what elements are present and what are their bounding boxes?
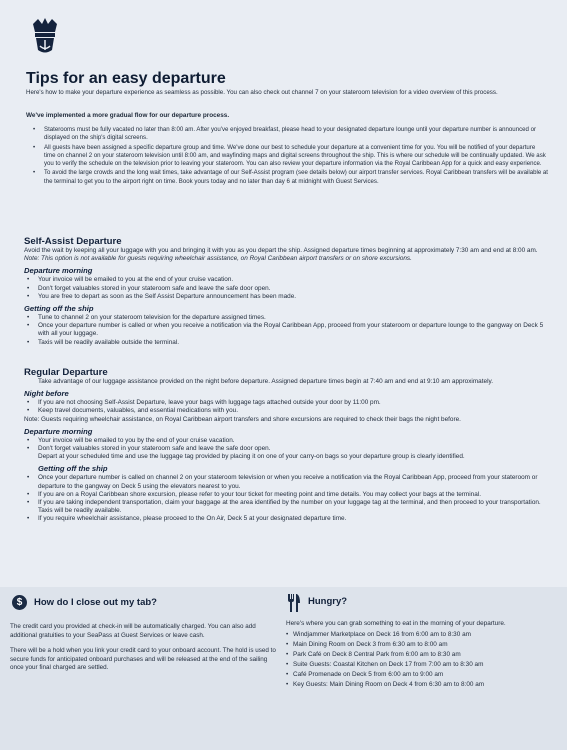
self-assist-morning-list: [24, 276, 554, 301]
hungry-title: Hungry?: [308, 596, 348, 607]
crown-anchor-logo: [30, 16, 60, 56]
list-item: • You are free to depart as soon as the Self Assist Departure announcement has been made.: [24, 293, 554, 301]
regular-off-heading: Getting off the ship: [38, 464, 108, 474]
list-item: • If you are taking independent transportation, claim your baggage at the area identified by the number on your luggage tag at the terminal, and then proceed to your transportation. Taxis will be readily available.: [24, 499, 554, 515]
intro-text: Here's how to make your departure experience as seamless as possible. You can also check out channel 7 on your stateroom television for a video overview of this process.: [26, 89, 498, 96]
regular-heading: Regular Departure: [24, 367, 108, 378]
list-item: • Your invoice will be emailed to you by the end of your cruise vacation.: [24, 437, 554, 445]
self-assist-heading: Self-Assist Departure: [24, 236, 122, 247]
list-item: • Don't forget valuables stored in your stateroom safe and leave the safe door open.: [24, 445, 554, 453]
regular-morning-list: [24, 437, 554, 453]
night-before-heading: Night before: [24, 389, 69, 399]
list-item: • Keep travel documents, valuables, and essential medications with you.: [24, 407, 554, 415]
list-item: • If you are on a Royal Caribbean shore excursion, please refer to your tour ticket for meeting point and time details. You may collect your bags at the terminal.: [24, 491, 554, 499]
list-item: • Don't forget valuables stored in your stateroom safe and leave the safe door open.: [24, 285, 554, 293]
hungry-intro: Here's where you can grab something to eat in the morning of your departure.: [286, 620, 506, 627]
regular-text: Take advantage of our luggage assistance provided on the night before departure. Assigned departure times begin at 7:40 am and end at 9:10 am approximately.: [38, 378, 493, 385]
list-item: • Once your departure number is called on channel 2 on your stateroom television or when you receive a notification via the Royal Caribbean App, proceed from your stateroom or departure to the gangway on Deck 5 using the elevators nearest to you.: [24, 474, 554, 490]
meal-item: • Windjammer Marketplace on Deck 16 from 6:00 am to 8:30 am: [286, 630, 558, 640]
tab-paragraph: The credit card you provided at check-in will be automatically charged. You can also add additional gratuities to your SeaPass at Guest Services or leave cash.: [10, 623, 256, 639]
list-item: • If you are not choosing Self-Assist Departure, leave your bags with luggage tags attached outside your door by 11:00 pm.: [24, 399, 554, 407]
fork-knife-icon: [287, 593, 301, 613]
meal-item: • Key Guests: Main Dining Room on Deck 4 from 6:30 am to 8:00 am: [286, 680, 558, 690]
tip-item: • Staterooms must be fully vacated no later than 8:00 am. After you've enjoyed breakfast, please head to your designated departure lounge until your departure number is announced or displayed on the ship's digital screens.: [30, 126, 548, 143]
meal-item: • Main Dining Room on Deck 3 from 6:30 am to 8:00 am: [286, 640, 558, 650]
page-title: Tips for an easy departure: [26, 70, 226, 87]
regular-section: [24, 367, 554, 524]
meal-item: • Park Café on Deck 8 Central Park from 6:00 am to 8:30 am: [286, 650, 558, 660]
meal-item: • Café Promenade on Deck 5 from 6:00 am to 9:00 am: [286, 670, 558, 680]
list-item: • If you require wheelchair assistance, please proceed to the On Air, Deck 5 at your designated departure time.: [24, 515, 554, 523]
meal-item: • Suite Guests: Coastal Kitchen on Deck 17 from 7:00 am to 8:30 am: [286, 660, 558, 670]
list-item: • Your invoice will be emailed to you at the end of your cruise vacation.: [24, 276, 554, 284]
self-assist-morning-heading: Departure morning: [24, 266, 93, 276]
list-item: • Tune to channel 2 on your stateroom television for the departure assigned times.: [24, 314, 554, 322]
hungry-content: [286, 619, 558, 690]
list-item: • Once your departure number is called or when you receive a notification via the Royal Caribbean App, proceed from your stateroom or departure lounge to the gangway on Deck 5 with all your luggage.: [24, 322, 554, 338]
regular-morning-heading: Departure morning: [24, 426, 93, 436]
self-assist-text: Avoid the wait by keeping all your luggage with you and bringing it with you as you depart the ship. Assigned departure times beginning at approximately 7:30 am and end at 8:00 am.: [24, 247, 538, 254]
tip-item: • All guests have been assigned a specific departure group and time. We've done our best to schedule your departure at a convenient time for you. You will be notified of your departure time on channel 2 on your stateroom television until 8:00 am, and wayfinding maps and digital screens throughout the ship. This is where our schedule will be continually updated. We ask you to verify the schedule on the television prior to leaving your stateroom. You can also review your departure information via the Royal Caribbean App for a quick and easy experience.: [30, 144, 548, 169]
tab-paragraph: There will be a hold when you link your credit card to your onboard account. The hold is used to secure funds for anticipated onboard purchases and will be released at the end of the sailing once your final charged are settled.: [10, 647, 276, 672]
tab-text: [10, 623, 276, 680]
night-before-list: [24, 399, 554, 415]
tip-item: • To avoid the large crowds and the long wait times, take advantage of our Self-Assist program (see details below) our airport transfer services. Royal Caribbean transfers will be available at the terminal to get you to the airport right on time. Book yours today and no later than day 6 at midnight with Guest Services.: [30, 169, 548, 186]
self-assist-off-heading: Getting off the ship: [24, 304, 94, 314]
list-item: • Taxis will be readily available outside the terminal.: [24, 339, 554, 347]
tab-title: How do I close out my tab?: [34, 597, 157, 608]
regular-morning-extra: Depart at your scheduled time and use the luggage tag provided by placing it on one of your carry-on bags so your departure group is clearly identified.: [38, 453, 465, 461]
night-before-note: Note: Guests requiring wheelchair assistance, on Royal Caribbean airport transfers and shore excursions are required to check their bags the night before.: [24, 415, 461, 423]
footer-panel: [0, 587, 567, 750]
meal-list: [286, 630, 558, 690]
dollar-icon: $: [12, 595, 27, 610]
tips-list: [30, 126, 548, 187]
self-assist-section: [24, 236, 554, 347]
regular-off-list: [24, 474, 554, 523]
intro-bold-text: We've implemented a more gradual flow for our departure process.: [26, 112, 230, 119]
self-assist-off-list: [24, 314, 554, 347]
self-assist-note: Note: This option is not available for guests requiring wheelchair assistance, on Royal Caribbean airport transfers or on shore excursions.: [24, 255, 412, 263]
